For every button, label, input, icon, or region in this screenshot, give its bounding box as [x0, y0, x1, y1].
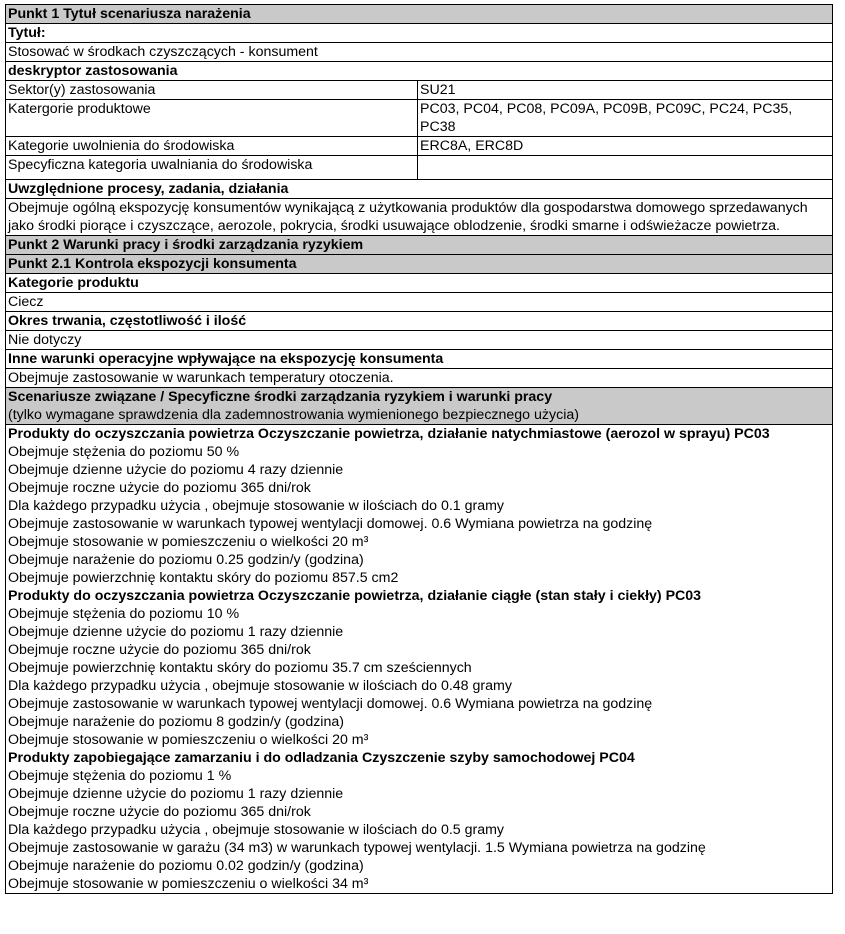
other-conditions-value: Obejmuje zastosowanie w warunkach temperatury otoczenia.	[6, 369, 832, 388]
product-line: Obejmuje dzienne użycie do poziomu 1 razy dziennie	[8, 624, 344, 640]
product-line: Obejmuje narażenie do poziomu 0.25 godzin/y (godzina)	[8, 552, 364, 568]
product-line: Obejmuje narażenie do poziomu 8 godzin/y (godzina)	[8, 714, 344, 730]
descriptor-label-cell: Kategorie uwolnienia do środowiska	[6, 137, 418, 155]
descriptor-row-release-categories	[6, 137, 832, 156]
product-title: Produkty zapobiegające zamarzaniu i do odladzania Czyszczenie szyby samochodowej PC04	[8, 750, 635, 766]
product-line: Obejmuje zastosowanie w warunkach typowej wentylacji domowej. 0.6 Wymiana powietrza na godzinę	[8, 516, 653, 532]
descriptor-label-cell: Sektor(y) zastosowania	[6, 81, 418, 99]
product-line: Dla każdego przypadku użycia , obejmuje stosowanie w ilościach do 0.5 gramy	[8, 822, 505, 838]
product-line: Obejmuje stosowanie w pomieszczeniu o wielkości 20 m³	[8, 534, 369, 550]
descriptor-row-product-categories	[6, 100, 832, 137]
duration-label: Okres trwania, częstotliwość i ilość	[6, 312, 832, 331]
title-label: Tytuł:	[6, 24, 832, 43]
descriptor-label-cell: Katergorie produktowe	[6, 100, 418, 136]
scenarios-header-subtitle: (tylko wymagane sprawdzenia dla zademnostrowania wymienionego bezpiecznego użycia)	[8, 407, 579, 423]
descriptor-value-cell: ERC8A, ERC8D	[420, 138, 524, 154]
product-line: Obejmuje dzienne użycie do poziomu 1 razy dziennie	[8, 786, 344, 802]
product-line: Obejmuje stężenia do poziomu 10 %	[8, 606, 240, 622]
product-line: Obejmuje narażenie do poziomu 0.02 godzin/y (godzina)	[8, 858, 364, 874]
exposure-scenario-document	[5, 4, 833, 894]
product-line: Obejmuje zastosowanie w garażu (34 m3) w warunkach typowej wentylacji. 1.5 Wymiana powietrza na godzinę	[8, 840, 706, 856]
section-2-1-header: Punkt 2.1 Kontrola ekspozycji konsumenta	[6, 255, 832, 274]
product-title: Produkty do oczyszczania powietrza Oczyszczanie powietrza, działanie natychmiastowe (aerozol w sprayu) PC03	[8, 426, 770, 442]
product-line: Obejmuje stosowanie w pomieszczeniu o wielkości 34 m³	[8, 876, 369, 892]
product-title: Produkty do oczyszczania powietrza Oczyszczanie powietrza, działanie ciągłe (stan stały i ciekły) PC03	[8, 588, 702, 604]
title-value: Stosować w środkach czyszczących - konsument	[6, 43, 832, 62]
descriptor-row-sector	[6, 81, 832, 100]
product-line: Dla każdego przypadku użycia , obejmuje stosowanie w ilościach do 0.48 gramy	[8, 678, 512, 694]
product-line: Obejmuje stężenia do poziomu 1 %	[8, 768, 232, 784]
section-2-header: Punkt 2 Warunki pracy i środki zarządzania ryzykiem	[6, 236, 832, 255]
descriptor-label: deskryptor zastosowania	[6, 62, 832, 81]
product-line: Obejmuje powierzchnię kontaktu skóry do poziomu 857.5 cm2	[8, 570, 399, 586]
product-line: Obejmuje roczne użycie do poziomu 365 dni/rok	[8, 480, 311, 496]
product-line: Obejmuje powierzchnię kontaktu skóry do poziomu 35.7 cm sześciennych	[8, 660, 472, 676]
duration-value: Nie dotyczy	[6, 331, 832, 350]
scenarios-header	[6, 388, 832, 425]
product-scenarios	[6, 425, 832, 894]
product-category-label: Kategorie produktu	[6, 274, 832, 293]
processes-label: Uwzględnione procesy, zadania, działania	[6, 180, 832, 199]
product-category-value: Ciecz	[6, 293, 832, 312]
descriptor-label-cell: Specyficzna kategoria uwalniania do środowiska	[6, 156, 418, 179]
descriptor-row-specific-release	[6, 156, 832, 180]
section-1-header: Punkt 1 Tytuł scenariusza narażenia	[6, 5, 832, 24]
descriptor-value-cell: PC03, PC04, PC08, PC09A, PC09B, PC09C, PC24, PC35, PC38	[420, 101, 793, 135]
product-line: Obejmuje zastosowanie w warunkach typowej wentylacji domowej. 0.6 Wymiana powietrza na godzinę	[8, 696, 653, 712]
product-line: Obejmuje roczne użycie do poziomu 365 dni/rok	[8, 642, 311, 658]
product-line: Dla każdego przypadku użycia , obejmuje stosowanie w ilościach do 0.1 gramy	[8, 498, 505, 514]
descriptor-value-cell	[418, 156, 832, 179]
product-line: Obejmuje dzienne użycie do poziomu 4 razy dziennie	[8, 462, 344, 478]
product-line: Obejmuje roczne użycie do poziomu 365 dni/rok	[8, 804, 311, 820]
product-line: Obejmuje stężenia do poziomu 50 %	[8, 444, 240, 460]
descriptor-value-cell: SU21	[420, 82, 456, 98]
product-line: Obejmuje stosowanie w pomieszczeniu o wielkości 20 m³	[8, 732, 369, 748]
processes-text: Obejmuje ogólną ekspozycję konsumentów wynikającą z użytkowania produktów dla gospodarstwa domowego sprzedawanych jako środki piorące i czyszczące, aerozole, pokrycia, środki usuwające oblodzenie, środki smarne i odświeżacze powietrza.	[6, 199, 832, 236]
scenarios-header-title: Scenariusze związane / Specyficzne środki zarządzania ryzykiem i warunki pracy	[8, 389, 553, 405]
other-conditions-label: Inne warunki operacyjne wpływające na ekspozycję konsumenta	[6, 350, 832, 369]
